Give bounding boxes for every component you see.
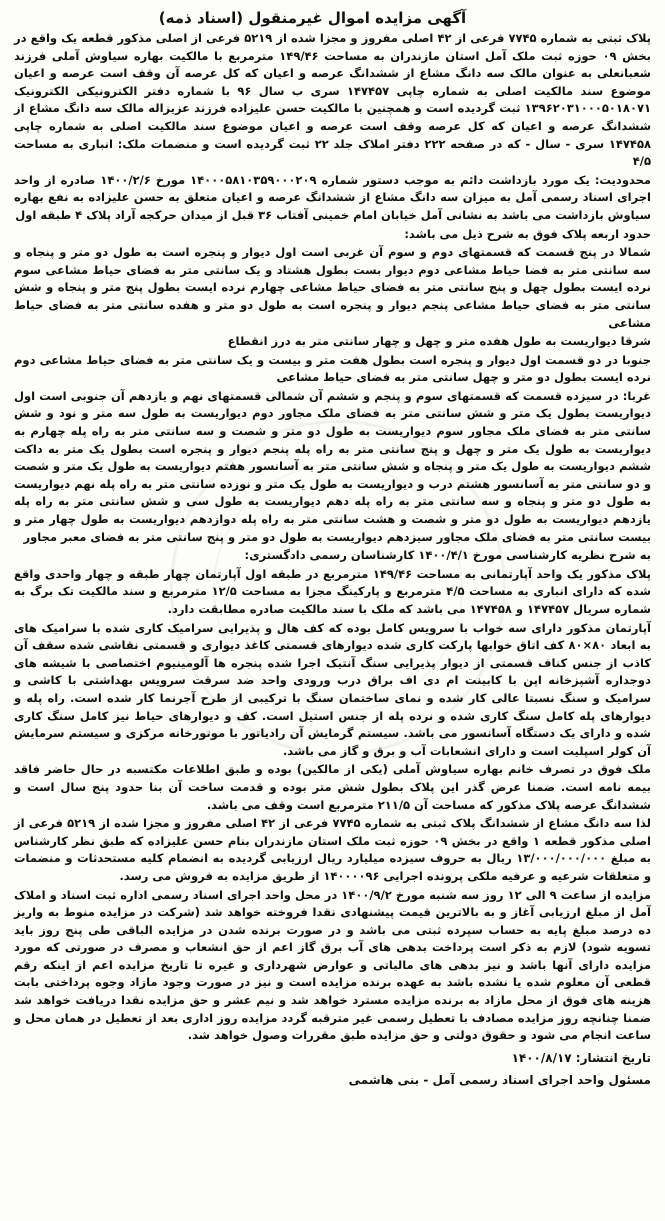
publish-date: تاریخ انتشار: ۱۴۰۰/۸/۱۷ bbox=[511, 1050, 651, 1065]
notice-body bbox=[14, 30, 651, 1089]
auction-terms: مزایده از ساعت ۹ الی ۱۲ روز سه شنبه مورخ ۱۴۰۰/۹/۲ در محل واحد اجرای اسناد رسمی اداره ثبت اسناد و املاک آمل از مبلغ ارزیابی آغاز و به بالاترین قیمت پیشنهادی نقدا فروخته خواهد شد (شرکت در مزایده منوط به واریز ده درصد مبلغ پایه به حساب سپرده ثبتی می باشد و در صورت برنده شدن در مزایده الباقی طی پنج روز باید تسویه شود) لازم به ذکر است پرداخت بدهی های آب برق گاز اعم از حق انشعاب و مصرف در صورتی که مورد مزایده دارای آنها باشد و نیز بدهی های مالیاتی و عوارض شهرداری و غیره تا تاریخ مزایده اعم از اینکه رقم قطعی آن معلوم شده یا نشده باشد به عهده برنده مزایده است و نیز در صورت وجود مازاد وجوه پرداختی بابت هزینه های فوق از محل مازاد به برنده مزایده مسترد خواهد شد و نیم عشر و حق مزایده نقدا دریافت خواهد شد ضمنا چنانچه روز مزایده مصادف با تعطیل رسمی غیر مترقبه گردد مزایده روز اداری بعد از تعطیل در همان محل و ساعت انجام می شود و حقوق دولتی و حق مزایده طبق مقررات وصول خواهد شد. bbox=[13, 887, 651, 1043]
boundary-north: شمالا در پنج قسمت که قسمتهای دوم و سوم آن غربی است اول دیوار و پنجره است به طول دو متر و پنجاه و سه سانتی متر به فضا حیاط مشاعی دوم دیوار بست بطول هشتاد و یک سانتی متر به فضای حیاط مشاعی سوم نرده ایست بطول چهل و پنج سانتی متر به فضای حیاط مشاعی چهارم نرده ایست بطول پنج متر و پنجاه و شش سانتی متر به فضای حیاط مشاعی پنجم دیوار و پنجره است به طول دو متر و هفده سانتی متر به فضای حیاط مشاعی bbox=[14, 245, 651, 330]
apartment-summary: پلاک مذکور یک واحد آپارتمانی به مساحت ۱۴۹/۴۶ مترمربع در طبقه اول آپارتمان چهار طبقه و چهار واحدی واقع شده که دارای انباری به مساحت ۴/۵ مترمربع و پارکینگ مجزا به مساحت ۱۲/۵ مترمربع و سند مالکیت تک برگ به شماره سریال ۱۴۷۴۵۷ و ۱۴۷۴۵۸ می باشد که ملک با سند مالکیت صادره مطابقت دارد. bbox=[14, 566, 651, 616]
occupancy-paragraph: ملک فوق در تصرف خانم بهاره سیاوش آملی (یکی از مالکین) بوده و طبق اطلاعات مکتسبه در حال حاضر فاقد بیمه نامه است. ضمنا عرض گذر این پلاک بطول شش متر بوده و قدمت ساخت آن بنا حدود پنج سال است و ششدانگ عرصه پلاک مذکور که مساحت آن ۲۱۱/۵ مترمربع است وقف می باشد. bbox=[14, 762, 651, 812]
boundaries-heading: حدود اربعه پلاک فوق به شرح ذیل می باشد: bbox=[404, 226, 651, 241]
boundary-east: شرقا دیواریست به طول هفده متر و چهل و چهار سانتی متر به درز انقطاع bbox=[227, 334, 651, 349]
apartment-details: آپارتمان مذکور دارای سه خواب با سرویس کامل بوده که کف هال و پذیرایی سرامیک کاری شده با سرامیک های به ابعاد ۸۰×۸۰ کف اتاق خوابها پارکت کاری شده دیوارهای قسمتی کاغذ دیواری و قسمتی نقاشی شده سقف آن کاذب از جنس کناف قسمتی از دیوار پذیرایی سنگ آنتیک اجرا شده پنجره ها آلومینیوم اختصاصی با شیشه های دوجداره آشپزخانه اپن با کابینت ام دی اف براق درب ورودی واحد ضد سرقت سرویس بهداشتی با کاشی و سرامیک و سنگ نسبتا عالی کار شده و نمای ساختمان سنگ با ترکیبی از طرح آجرنما کار شده است. راه پله و دیوارهای پله کامل سنگ کاری شده و نرده پله از جنس استیل است. کف و دیوارهای حیاط نیز کامل سنگ کاری شده و دارای یک دستگاه آسانسور می باشد. سیستم گرمایش آن رادیاتور با موتورخانه مرکزی و سیستم سرمایش آن کولر اسپلیت است و دارای انشعابات آب و برق و گاز می باشد. bbox=[14, 620, 651, 758]
restriction-paragraph: محدودیت: یک مورد بازداشت دائم به موجب دستور شماره ۱۴۰۰۰۵۸۱۰۳۵۹۰۰۰۲۰۹ مورخ ۱۴۰۰/۲/۶ صادره از واحد اجرای اسناد رسمی آمل به میزان سه دانگ مشاع از ششدانگ عرصه و اعیان متعلق به حسن علیزاده به نفع بهاره سیاوش بازداشت می باشد به نشانی آمل خیابان امام خمینی آفتاب ۳۶ قبل از میدان حرکجه آراد پلاک ۴ طبقه اول bbox=[14, 172, 652, 222]
property-description: پلاک ثبتی به شماره ۷۷۴۵ فرعی از ۴۲ اصلی مفروز و مجزا شده از ۵۲۱۹ فرعی از اصلی مذکور قطعه یک واقع در بخش ۰۹ حوزه ثبت ملک آمل استان مازندران به مساحت ۱۴۹/۴۶ مترمربع با مالکیت بهاره سیاوش آملی فرزند شعبانعلی به عنوان مالک سه دانگ مشاع از ششدانگ عرصه و اعیان که کل عرصه آن وقف است عرصه و اعیان موضوع سند مالکیت اصلی به شماره چاپی ۱۴۷۴۵۷ سری ب سال ۹۶ با شماره دفتر الکترونیکی الکترونیک ۱۳۹۶۲۰۳۱۰۰۰۵۰۱۸۰۷۱ ثبت گردیده است و همچنین با مالکیت حسن علیزاده فرزند عزیزاله مالک سه دانگ مشاع از ششدانگ عرصه و اعیان که کل عرصه وقف است عرصه و اعیان موضوع سند مالکیت اصلی به شماره چاپی ۱۴۷۴۵۸ سری - سال - که در صفحه ۲۲۲ دفتر املاک جلد ۲۲ ثبت گردیده است و منضمات ملک: انباری به مساحت ۴/۵ bbox=[14, 31, 651, 169]
boundary-south: جنوبا در دو قسمت اول دیوار و پنجره است بطول هفت متر و بیست و یک سانتی متر به فضای حیاط مشاعی دوم نرده ایست بطول دو متر و چهل سانتی متر به فضای حیاط مشاعی bbox=[14, 352, 651, 385]
notice-title: آگهی مزایده اموال غیرمنقول (اسناد ذمه) bbox=[158, 9, 467, 27]
valuation-paragraph: لذا سه دانگ مشاع از ششدانگ پلاک ثبتی به شماره ۷۷۴۵ فرعی از ۴۲ اصلی مفروز و مجزا شده از ۵۲۱۹ فرعی از اصلی مذکور قطعه ۱ واقع در بخش ۰۹ حوزه ثبت ملک استان مازندران بنام حسن علیزاده که طبق نظر کارشناس به مبلغ ۱۳/۰۰۰/۰۰۰/۰۰۰ ریال به حروف سیزده میلیارد ریال ارزیابی گردیده به انضمام کلیه مستحدثات و منضمات و متعلقات شرعیه و عرفیه ملکی پرونده اجرایی ۱۴۰۰۰۰۹۶ از طریق مزایده به فروش می رسد. bbox=[14, 816, 651, 883]
boundary-west: غربا: در سیزده قسمت که قسمتهای سوم و پنجم و ششم آن شمالی قسمتهای نهم و یازدهم آن جنوبی است اول دیواریست بطول یک متر و شش سانتی متر به فضای ملک مجاور دوم دیواریست به طول سه متر و نود و شش سانتی متر به فضای ملک مجاور سوم دیواریست به طول دو متر و شصت و سه سانتی متر به راه پله چهارم به دیواریست به طول یک متر و چهل و پنج سانتی متر به راه پله پنجم دیوار و پنجره است بطول یک متر به داکت ششم دیواریست به طول یک متر و پنجاه و شش سانتی متر به آسانسور هفتم دیواریست به طول یک متر و شصت و دو سانتی متر به آسانسور هشتم درب و دیواریست به طول یک متر و نوزده سانتی متر به راه پله نهم دیواریست به طول دو متر و پنجاه و سه سانتی متر به راه پله دهم دیواریست به طول سی و شش سانتی متر به راه پله یازدهم دیواریست به طول دو متر و شصت و هشت سانتی متر به راه پله دوازدهم دیواریست به طول چهار متر و بیست سانتی متر به فضای ملک مجاور سیزدهم دیواریست به طول دو متر و پنج سانتی متر به فضای معبر مجاور bbox=[14, 388, 651, 544]
expert-opinion-heading: به شرح نظریه کارشناسی مورخ ۱۴۰۰/۴/۱ کارشناسان رسمی دادگستری: bbox=[244, 548, 651, 563]
signature-line: مسئول واحد اجرای اسناد رسمی آمل - بنی هاشمی bbox=[348, 1072, 651, 1087]
